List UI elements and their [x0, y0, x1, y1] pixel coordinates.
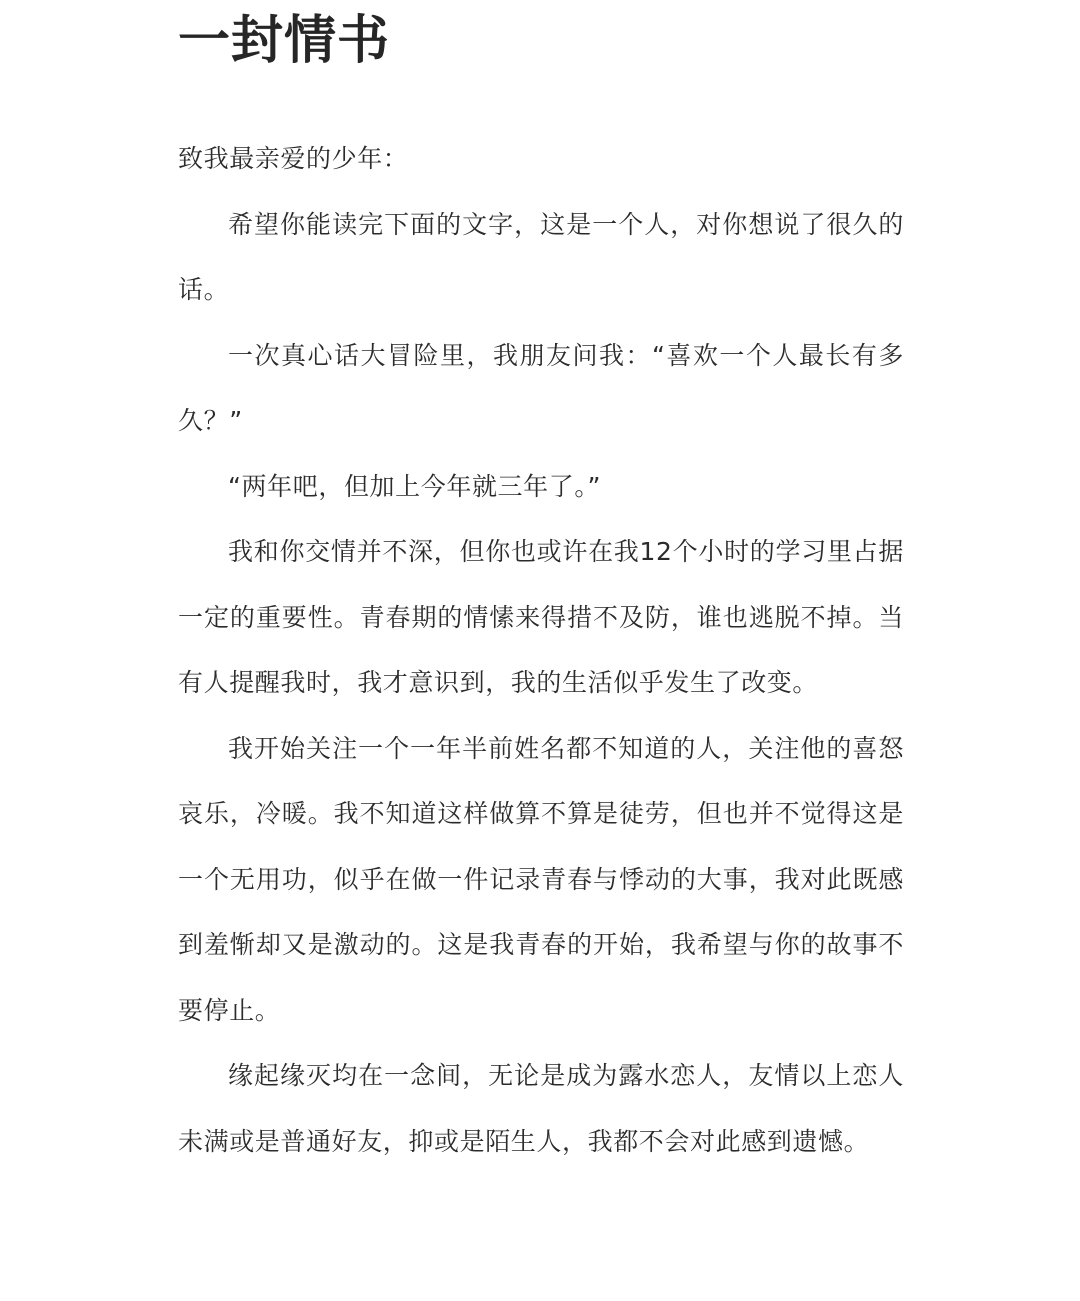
letter-body — [178, 126, 904, 1174]
paragraph-2: 一次真心话大冒险里，我朋友问我：“喜欢一个人最长有多久？” — [178, 340, 904, 435]
paragraph-6: 缘起缘灭均在一念间，无论是成为露水恋人，友情以上恋人未满或是普通好友，抑或是陌生人，我都不会对此感到遗憾。 — [178, 1061, 904, 1156]
paragraph-1: 希望你能读完下面的文字，这是一个人，对你想说了很久的话。 — [178, 209, 904, 304]
page-title: 一封情书 — [178, 11, 391, 71]
paragraph-3: “两年吧，但加上今年就三年了。” — [228, 471, 602, 501]
paragraph-5: 我开始关注一个一年半前姓名都不知道的人，关注他的喜怒哀乐，冷暖。我不知道这样做算不算是徒劳，但也并不觉得这是一个无用功，似乎在做一件记录青春与悸动的大事，我对此既感到羞惭却又是激动的。这是我青春的开始，我希望与你的故事不要停止。 — [178, 733, 904, 1025]
salutation: 致我最亲爱的少年： — [178, 144, 409, 173]
paragraph-4: 我和你交情并不深，但你也或许在我12个小时的学习里占据一定的重要性。青春期的情愫来得措不及防，谁也逃脱不掉。当有人提醒我时，我才意识到，我的生活似乎发生了改变。 — [178, 537, 904, 697]
letter-page — [178, 0, 904, 1156]
